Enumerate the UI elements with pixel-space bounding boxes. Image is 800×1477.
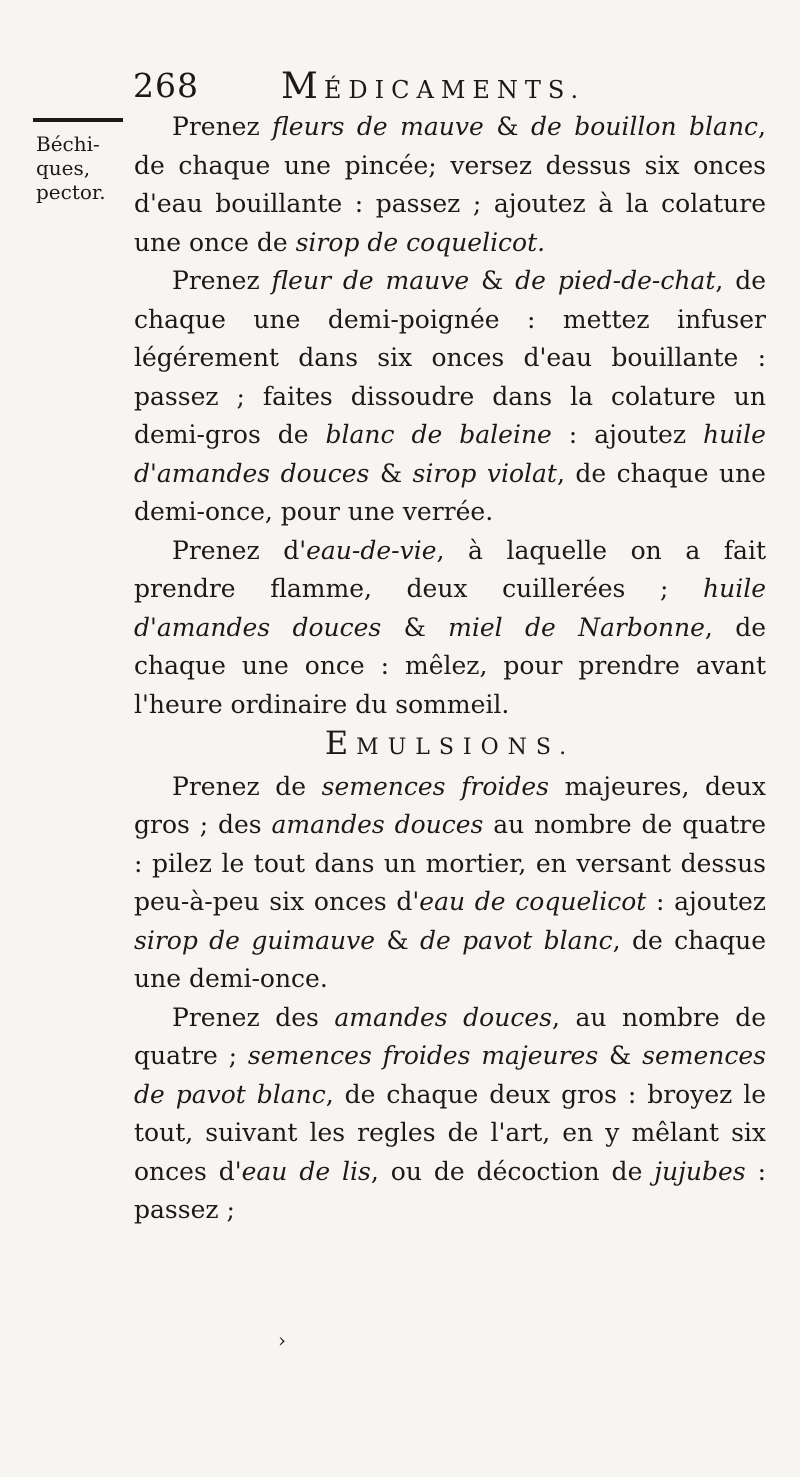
text-run: & <box>375 925 421 955</box>
recipes-group-2 <box>134 768 766 1230</box>
text-run: & <box>469 266 516 295</box>
running-title <box>281 66 585 107</box>
text-run: , à laquelle on a fait prendre flamme, deux cuillerées ; <box>134 535 766 603</box>
italic-term: fleurs de mauve <box>272 112 484 141</box>
recipes-group-1 <box>134 108 766 724</box>
text-run: Prenez des <box>172 1002 335 1032</box>
text-run: : ajoutez <box>551 420 703 449</box>
running-title-rest: ÉDICAMENTS. <box>323 76 586 104</box>
italic-term: semences de pavot blanc <box>134 1041 766 1109</box>
italic-term: huile d'amandes douces <box>134 420 766 488</box>
italic-term: miel de Narbonne <box>448 612 705 642</box>
text-run: , de chaque une demi-once. <box>134 925 767 993</box>
text-run: : passez ; <box>134 1156 766 1224</box>
recipe-paragraph <box>134 262 766 532</box>
text-run: Prenez d' <box>172 535 307 565</box>
italic-term: eau-de-vie <box>306 535 437 565</box>
margin-note <box>36 132 128 204</box>
section-heading-rest: MULSIONS. <box>356 735 576 760</box>
italic-term: jujubes <box>654 1156 746 1186</box>
footer-mark: › <box>278 1328 286 1352</box>
text-run: , de chaque deux gros : broyez le tout, suivant les regles de l'art, en y mêlant six onces d' <box>134 1079 767 1186</box>
italic-term: huile d'amandes douces <box>134 574 766 642</box>
recipe-paragraph <box>134 999 766 1230</box>
italic-term: de bouillon blanc <box>531 112 759 141</box>
margin-note-line: ques, <box>36 156 91 180</box>
body-text <box>134 108 766 1230</box>
text-run: , ou de décoction de <box>370 1156 655 1186</box>
text-run: au nombre de quatre : pilez le tout dans un mortier, en versant dessus peu-à-peu six onces d' <box>134 810 766 916</box>
italic-term: fleur de mauve <box>271 266 470 295</box>
text-run: Prenez <box>172 112 273 141</box>
italic-term: sirop violat <box>412 458 557 488</box>
page-number: 268 <box>133 66 199 105</box>
text-run: & <box>369 458 413 488</box>
margin-rule <box>33 118 123 122</box>
italic-term: sirop de coquelicot. <box>295 227 546 257</box>
running-title-initial: M <box>281 66 324 107</box>
italic-term: blanc de baleine <box>325 420 552 449</box>
text-run: , au nombre de quatre ; <box>134 1002 766 1070</box>
recipe-paragraph <box>134 532 766 725</box>
running-header <box>133 62 773 112</box>
italic-term: semences froides majeures <box>247 1041 599 1070</box>
italic-term: eau de coquelicot <box>419 887 647 916</box>
recipe-paragraph <box>134 768 766 999</box>
text-run: , de chaque une demi-poignée : mettez infuser légérement dans six onces d'eau bouillante : passez ; faites dissoudre dans la colature un demi-gros de <box>134 266 766 449</box>
text-run: Prenez de <box>172 771 322 801</box>
text-run: majeures, deux gros ; des <box>134 771 766 839</box>
text-run: & <box>598 1041 643 1070</box>
text-run: , de chaque une once : mêlez, pour prendre avant l'heure ordinaire du sommeil. <box>134 612 766 719</box>
italic-term: amandes douces <box>271 810 484 839</box>
italic-term: semences froides <box>321 771 549 801</box>
italic-term: de pied-de-chat <box>515 266 716 295</box>
text-run: Prenez <box>172 266 272 295</box>
italic-term: eau de lis <box>241 1156 371 1186</box>
section-heading-initial: E <box>324 724 357 762</box>
text-run: , de chaque une pincée; versez dessus six onces d'eau bouillante : passez ; ajoutez à la colature une once de <box>134 112 766 257</box>
section-heading <box>134 724 766 768</box>
italic-term: amandes douces <box>334 1002 552 1032</box>
text-run: : ajoutez <box>646 887 766 916</box>
recipe-paragraph <box>134 108 766 262</box>
italic-term: de pavot blanc <box>420 925 613 955</box>
text-run: & <box>483 112 532 141</box>
text-run: , de chaque une demi-once, pour une verrée. <box>134 458 766 526</box>
margin-note-line: Béchi- <box>36 132 100 156</box>
margin-note-line: pector. <box>36 180 106 204</box>
text-run: & <box>381 612 449 642</box>
italic-term: sirop de guimauve <box>134 925 376 955</box>
